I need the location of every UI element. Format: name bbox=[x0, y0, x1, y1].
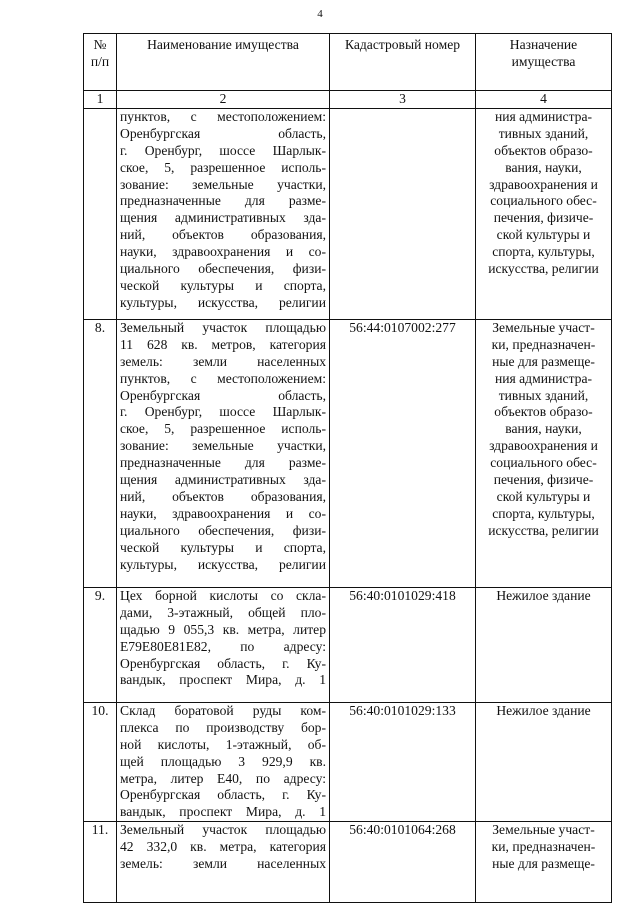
purpose-line: ния администра- bbox=[494, 370, 593, 386]
purpose-line: Земельные участ- bbox=[492, 319, 595, 335]
description-line: 11 628 кв. метров, категория bbox=[120, 336, 326, 352]
description-line: ний, объектов образования, bbox=[120, 227, 326, 243]
description-line: щей площадью 3 929,9 кв. bbox=[120, 753, 326, 769]
description-line: Оренбургская область, г. Ку- bbox=[120, 655, 326, 671]
description-line: ний, объектов образования, bbox=[120, 488, 326, 504]
description-line: циального обеспечения, физи- bbox=[120, 522, 326, 538]
purpose-line: печения, физиче- bbox=[493, 472, 594, 488]
purpose-line: вания, науки, bbox=[505, 421, 582, 437]
column-index: 2 bbox=[117, 91, 330, 109]
property-description bbox=[117, 587, 330, 702]
description-line: предназначенные для разме- bbox=[120, 455, 326, 471]
description-line: земель: земли населенных bbox=[120, 856, 326, 872]
description-line: ское, 5, разрешенное исполь- bbox=[120, 159, 326, 175]
cadastral-number: 56:40:0101064:268 bbox=[330, 822, 476, 903]
description-line: вандык, проспект Мира, д. 1 bbox=[120, 672, 326, 688]
table-row bbox=[84, 108, 612, 319]
description-line: метра, литер Е40, по адресу: bbox=[120, 770, 326, 786]
property-purpose bbox=[476, 702, 612, 821]
property-table bbox=[83, 33, 612, 903]
property-description bbox=[117, 702, 330, 821]
description-line: культуры, искусства, религии bbox=[120, 556, 326, 572]
purpose-line: Нежилое здание bbox=[496, 587, 591, 603]
property-purpose bbox=[476, 319, 612, 587]
purpose-line: тивных зданий, bbox=[498, 125, 589, 141]
table-row bbox=[84, 822, 612, 903]
row-number: 10. bbox=[84, 702, 117, 821]
purpose-line: спорта, культуры, bbox=[492, 505, 595, 521]
purpose-line: здравоохранения и bbox=[489, 176, 598, 192]
purpose-line: ской культуры и bbox=[496, 227, 591, 243]
row-number: 11. bbox=[84, 822, 117, 903]
description-line: плекса по производству бор- bbox=[120, 719, 326, 735]
purpose-line: вания, науки, bbox=[505, 159, 582, 175]
table-row bbox=[84, 587, 612, 702]
description-line: щения административных зда- bbox=[120, 472, 326, 488]
description-line: г. Оренбург, шоссе Шарлык- bbox=[120, 142, 326, 158]
purpose-line: объектов образо- bbox=[494, 404, 593, 420]
purpose-line: спорта, культуры, bbox=[492, 244, 595, 260]
description-line: дами, 3-этажный, общей пло- bbox=[120, 604, 326, 620]
cadastral-number: 56:44:0107002:277 bbox=[330, 319, 476, 587]
property-purpose bbox=[476, 587, 612, 702]
purpose-line: тивных зданий, bbox=[498, 387, 589, 403]
property-description bbox=[117, 108, 330, 319]
description-line: Земельный участок площадью bbox=[120, 822, 326, 838]
header-name: Наименование имущества bbox=[117, 34, 330, 91]
property-purpose bbox=[476, 108, 612, 319]
page-number: 4 bbox=[317, 8, 323, 20]
description-line: ческой культуры и спорта, bbox=[120, 539, 326, 555]
description-line: пунктов, с местоположением: bbox=[120, 108, 326, 124]
purpose-line: Нежилое здание bbox=[496, 702, 591, 718]
description-line: вандык, проспект Мира, д. 1 bbox=[120, 804, 326, 820]
purpose-line: ные для размеще- bbox=[492, 353, 595, 369]
description-line: Склад боратовой руды ком- bbox=[120, 702, 326, 718]
column-index: 3 bbox=[330, 91, 476, 109]
header-purpose: Назначение имущества bbox=[476, 34, 612, 91]
description-line: Оренбургская область, bbox=[120, 387, 326, 403]
purpose-line: ской культуры и bbox=[496, 488, 591, 504]
description-line: культуры, искусства, религии bbox=[120, 294, 326, 310]
property-description bbox=[117, 822, 330, 903]
column-index-row bbox=[84, 91, 612, 109]
description-line: щения административных зда- bbox=[120, 210, 326, 226]
description-line: Оренбургская область, г. Ку- bbox=[120, 787, 326, 803]
property-purpose bbox=[476, 822, 612, 903]
table-header-row bbox=[84, 34, 612, 91]
description-line: ческой культуры и спорта, bbox=[120, 277, 326, 293]
purpose-line: социального обес- bbox=[490, 455, 597, 471]
purpose-line: ки, предназначен- bbox=[491, 336, 596, 352]
purpose-line: ки, предназначен- bbox=[491, 839, 596, 855]
table-body bbox=[84, 108, 612, 902]
cadastral-number: 56:40:0101029:133 bbox=[330, 702, 476, 821]
description-line: зование: земельные участки, bbox=[120, 176, 326, 192]
description-line: земель: земли населенных bbox=[120, 353, 326, 369]
cadastral-number bbox=[330, 108, 476, 319]
table-row bbox=[84, 319, 612, 587]
cadastral-number: 56:40:0101029:418 bbox=[330, 587, 476, 702]
table-row bbox=[84, 702, 612, 821]
description-line: пунктов, с местоположением: bbox=[120, 370, 326, 386]
description-line: предназначенные для разме- bbox=[120, 193, 326, 209]
description-line: науки, здравоохранения и со- bbox=[120, 244, 326, 260]
purpose-line: печения, физиче- bbox=[493, 210, 594, 226]
property-description bbox=[117, 319, 330, 587]
row-number: 9. bbox=[84, 587, 117, 702]
description-line: Цех борной кислоты со скла- bbox=[120, 587, 326, 603]
column-index: 1 bbox=[84, 91, 117, 109]
row-number: 8. bbox=[84, 319, 117, 587]
purpose-line: социального обес- bbox=[490, 193, 597, 209]
purpose-line: ные для размеще- bbox=[492, 856, 595, 872]
purpose-line: объектов образо- bbox=[494, 142, 593, 158]
description-line: г. Оренбург, шоссе Шарлык- bbox=[120, 404, 326, 420]
purpose-line: искусства, религии bbox=[488, 261, 599, 277]
purpose-line: Земельные участ- bbox=[492, 822, 595, 838]
description-line: 42 332,0 кв. метра, категория bbox=[120, 839, 326, 855]
description-line: Е79Е80Е81Е82, по адресу: bbox=[120, 638, 326, 654]
description-line: Оренбургская область, bbox=[120, 125, 326, 141]
description-line: щадью 9 055,3 кв. метра, литер bbox=[120, 621, 326, 637]
description-line: циального обеспечения, физи- bbox=[120, 261, 326, 277]
description-line: Земельный участок площадью bbox=[120, 319, 326, 335]
header-cadastral: Кадастровый номер bbox=[330, 34, 476, 91]
header-number: № п/п bbox=[84, 34, 117, 91]
row-number bbox=[84, 108, 117, 319]
description-line: зование: земельные участки, bbox=[120, 438, 326, 454]
purpose-line: искусства, религии bbox=[488, 522, 599, 538]
column-index: 4 bbox=[476, 91, 612, 109]
description-line: ной кислоты, 1-этажный, об- bbox=[120, 736, 326, 752]
description-line: науки, здравоохранения и со- bbox=[120, 505, 326, 521]
purpose-line: ния администра- bbox=[494, 108, 593, 124]
description-line: ское, 5, разрешенное исполь- bbox=[120, 421, 326, 437]
purpose-line: здравоохранения и bbox=[489, 438, 598, 454]
